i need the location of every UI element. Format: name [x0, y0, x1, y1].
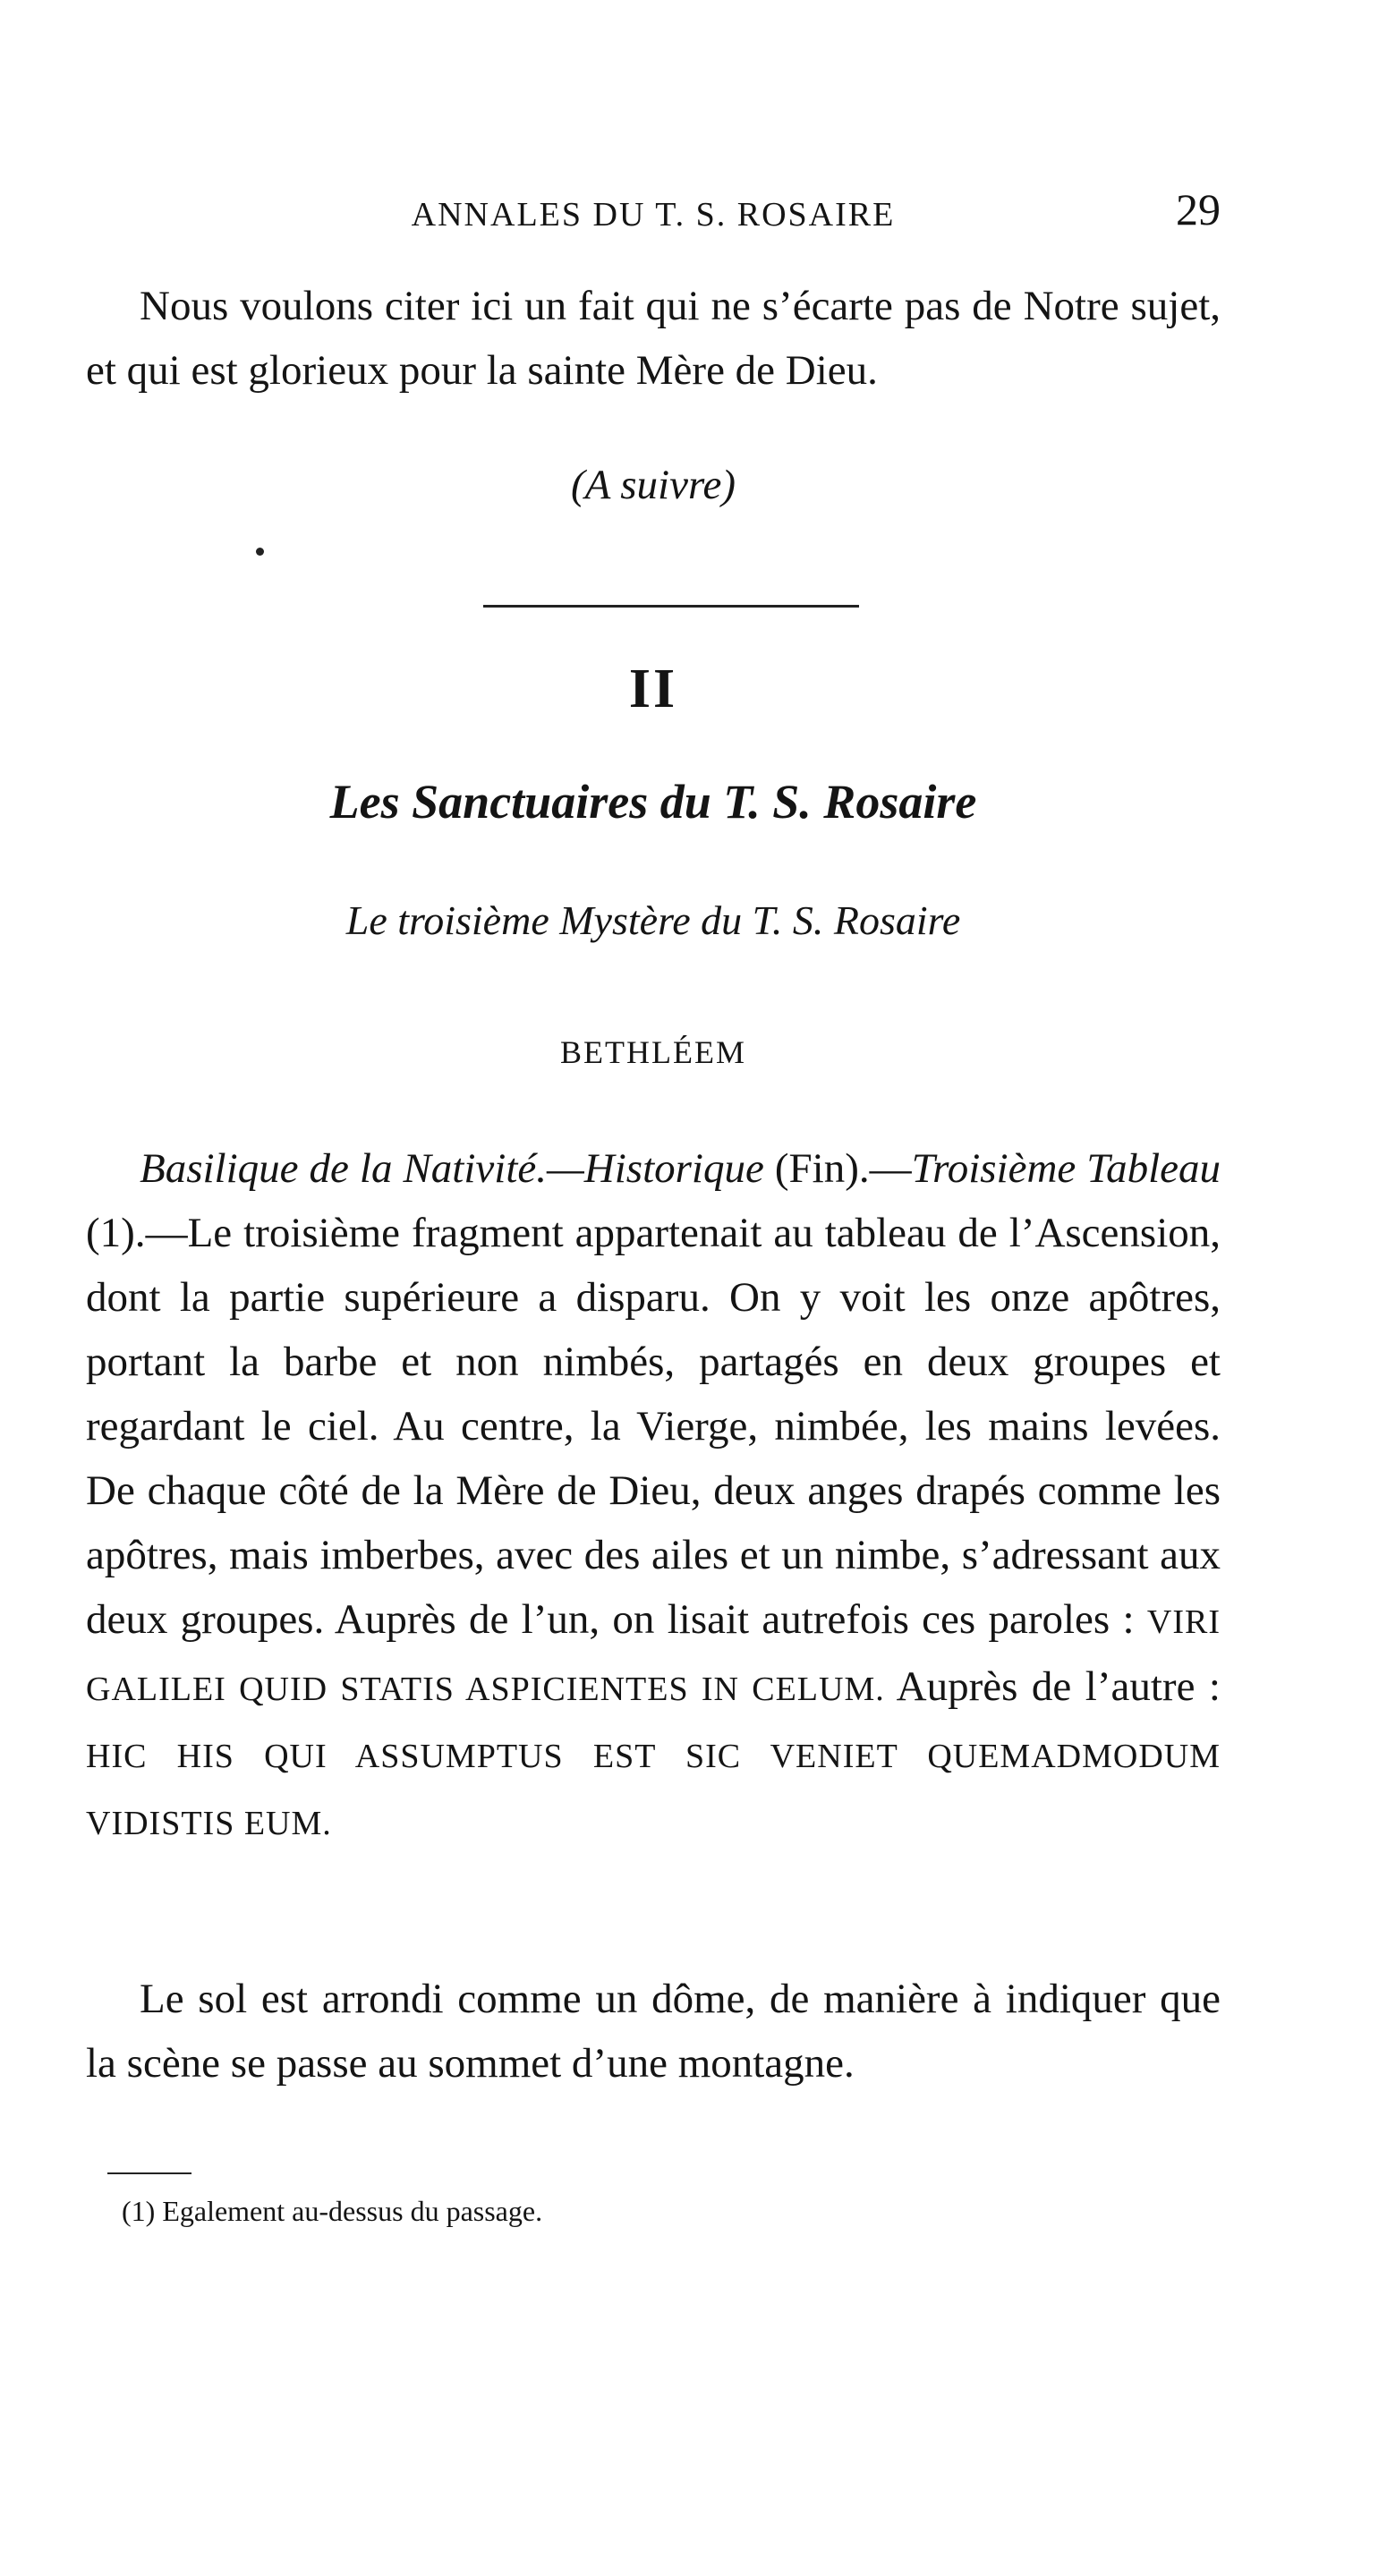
- footnote-reference: (1).: [86, 1210, 146, 1256]
- latin-inscription-2: HIC HIS QUI ASSUMPTUS EST SIC VENIET QUEMADMODUM VIDISTIS EUM.: [86, 1738, 1221, 1842]
- intro-paragraph: Nous voulons citer ici un fait qui ne s’écarte pas de Notre sujet, et qui est glorieux pour la sainte Mère de Dieu.: [86, 283, 1221, 394]
- heading-basilique: Basilique de la Nativité.—Historique: [140, 1145, 764, 1192]
- paragraph-text-1: —Le troisième fragment appartenait au tableau de l’Ascension, dont la partie supérieure a disparu. On y voit les onze apôtres, portant la barbe et non nimbés, partagés en deux groupes et regardant le ciel. Au centre, la Vierge, nimbée, les mains levées. De chaque côté de la Mère de Dieu, deux anges drapés comme les apôtres, mais imberbes, avec des ailes et un nimbe, s’adressant aux deux groupes. Auprès de l’un, on lisait autrefois ces paroles :: [86, 1210, 1221, 1643]
- section-number: II: [628, 659, 678, 719]
- stray-dot-mark: [256, 548, 264, 556]
- fin-marker: (Fin).—: [763, 1145, 912, 1192]
- continuation-note: (A suivre): [570, 462, 736, 508]
- running-head: [86, 184, 1221, 242]
- latin-inscription-1: VIRI GALILEI QUID STATIS ASPICIENTES IN CELUM.: [86, 1603, 1221, 1708]
- running-title: ANNALES DU T. S. ROSAIRE: [411, 196, 896, 234]
- section-divider: [483, 605, 859, 608]
- heading-tableau: Troisième Tableau: [911, 1145, 1221, 1192]
- book-page: [86, 0, 1221, 2576]
- second-paragraph: Le sol est arrondi comme un dôme, de manière à indiquer que la scène se passe au sommet d’une montagne.: [86, 1976, 1221, 2087]
- page-number: 29: [1176, 184, 1221, 234]
- footnote-divider: [107, 2172, 191, 2174]
- main-paragraph: [86, 1136, 1221, 1856]
- section-title: Les Sanctuaires du T. S. Rosaire: [329, 775, 977, 829]
- paragraph-text-2: Auprès de l’autre :: [884, 1663, 1221, 1710]
- place-heading: BETHLÉEM: [560, 1034, 746, 1070]
- footnote: (1) Egalement au-dessus du passage.: [122, 2195, 543, 2227]
- section-subtitle: Le troisième Mystère du T. S. Rosaire: [345, 897, 961, 943]
